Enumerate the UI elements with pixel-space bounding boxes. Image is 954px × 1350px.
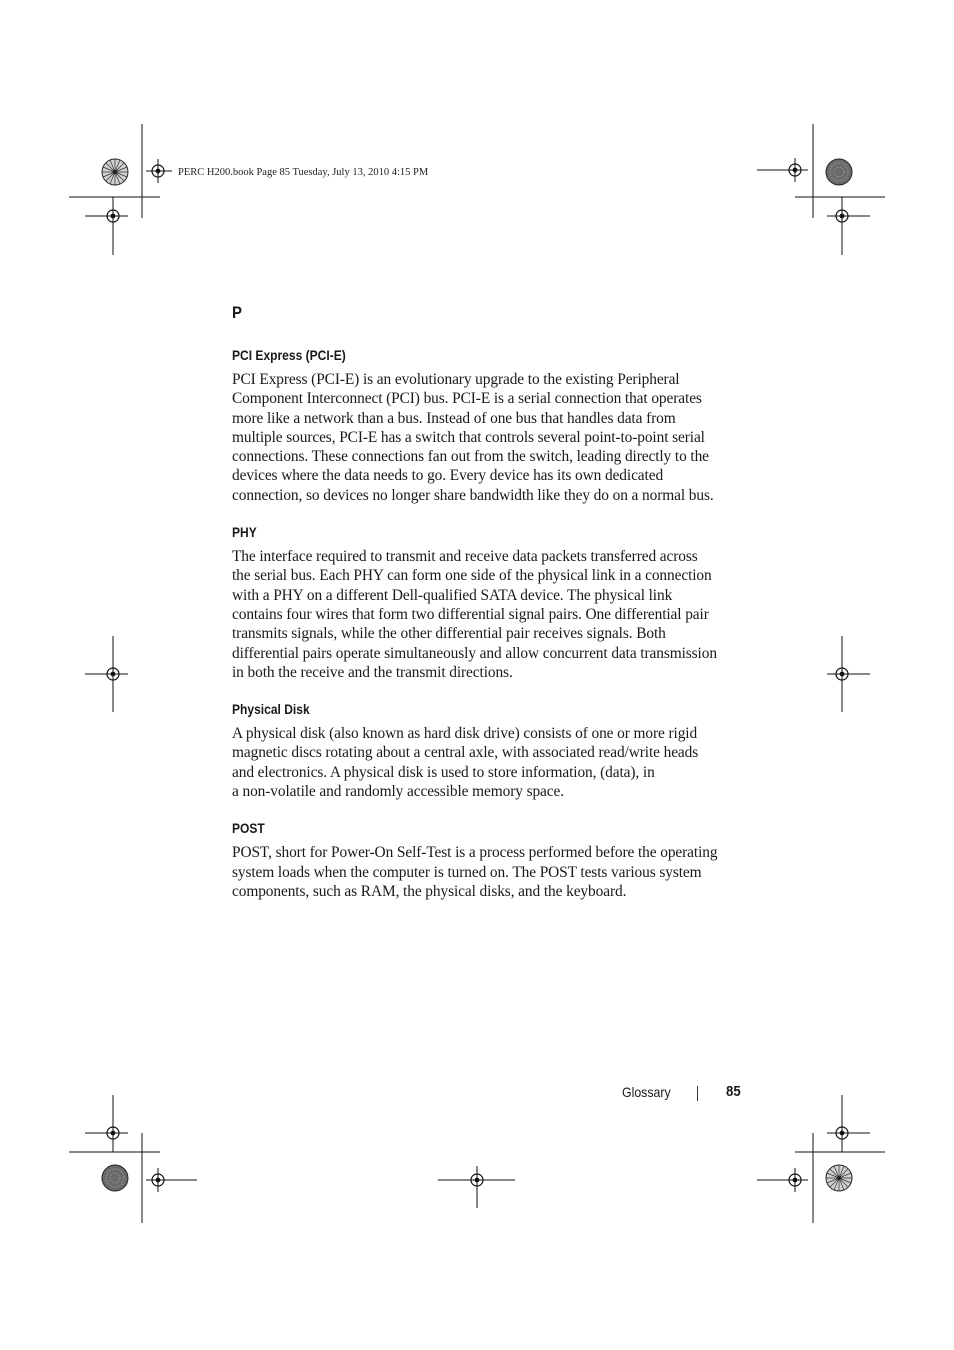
- definition-line: connections. These connections fan out from the switch, leading directly to the: [232, 448, 709, 466]
- glossary-term: POST: [232, 820, 265, 837]
- definition-line: the serial bus. Each PHY can form one side of the physical link in a connection: [232, 567, 712, 585]
- definition-line: Component Interconnect (PCI) bus. PCI-E is a serial connection that operates: [232, 390, 702, 408]
- footer-section-label: Glossary: [622, 1084, 671, 1100]
- definition-line: system loads when the computer is turned on. The POST tests various system: [232, 863, 702, 881]
- definition-line: A physical disk (also known as hard disk drive) consists of one or more rigid: [232, 725, 698, 743]
- definition-line: PCI Express (PCI-E) is an evolutionary upgrade to the existing Peripheral: [232, 371, 680, 388]
- glossary-definition: [232, 370, 744, 505]
- glossary-entry-phy: [232, 524, 744, 682]
- section-letter: P: [232, 303, 242, 322]
- definition-line: contains four wires that form two differential signal pairs. One differential pair: [232, 605, 709, 623]
- glossary-entry-physical-disk: [232, 701, 744, 801]
- definition-line: and electronics. A physical disk is used to store information, (data), in: [232, 763, 655, 781]
- definition-line: in both the receive and the transmit directions.: [232, 663, 513, 681]
- glossary-term: PCI Express (PCI-E): [232, 347, 346, 363]
- definition-line: components, such as RAM, the physical disks, and the keyboard.: [232, 882, 627, 900]
- glossary-definition: [232, 843, 744, 901]
- glossary-entry-pci-express: [232, 347, 744, 505]
- glossary-term: Physical Disk: [232, 701, 310, 718]
- print-slug: PERC H200.book Page 85 Tuesday, July 13, 2010 4:15 PM: [178, 167, 429, 178]
- definition-line: differential pairs operate simultaneously and allow concurrent data transmission: [232, 644, 717, 662]
- definition-line: connection, so devices no longer share bandwidth like they do on a normal bus.: [232, 486, 714, 504]
- definition-line: devices where the data needs to go. Every device has its own dedicated: [232, 467, 664, 485]
- definition-line: magnetic discs rotating about a central axle, with associated read/write heads: [232, 744, 699, 762]
- definition-line: a non-volatile and randomly accessible memory space.: [232, 783, 564, 801]
- definition-line: transmits signals, while the other differential pair receives signals. Both: [232, 625, 666, 643]
- footer-divider: [697, 1086, 698, 1101]
- glossary-term: PHY: [232, 524, 257, 541]
- definition-line: multiple sources, PCI-E has a switch that controls several point-to-point serial: [232, 428, 705, 446]
- definition-line: The interface required to transmit and receive data packets transferred across: [232, 548, 698, 566]
- glossary-content: [232, 303, 744, 901]
- definition-line: with a PHY on a different Dell-qualified SATA device. The physical link: [232, 586, 673, 604]
- glossary-entry-post: [232, 820, 744, 901]
- glossary-definition: [232, 547, 744, 682]
- page-number: 85: [726, 1083, 741, 1100]
- definition-line: more like a network than a bus. Instead of one bus that handles data from: [232, 409, 676, 427]
- glossary-definition: [232, 724, 744, 801]
- definition-line: POST, short for Power-On Self-Test is a process performed before the operating: [232, 844, 718, 862]
